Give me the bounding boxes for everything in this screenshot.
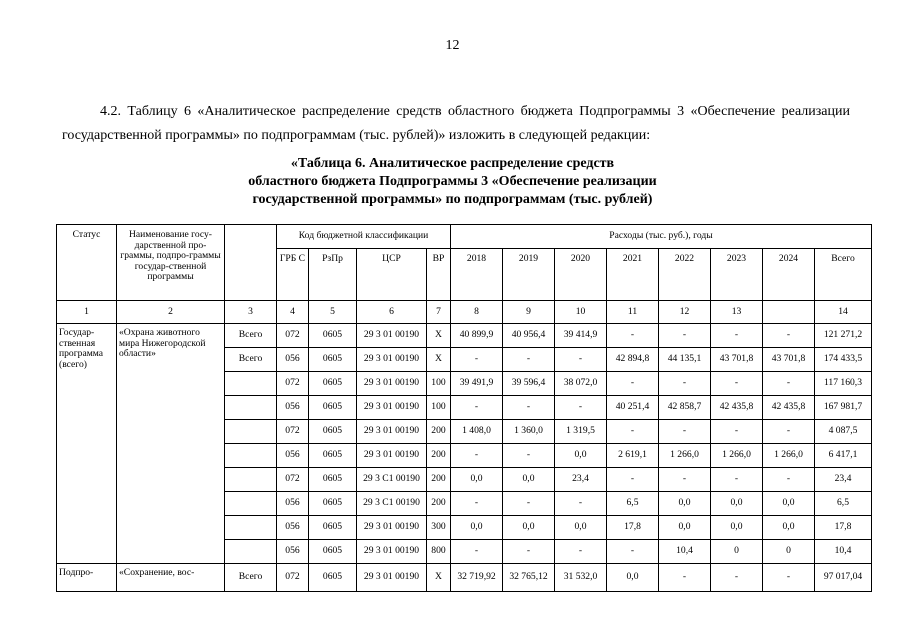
cell-2018: -: [451, 444, 503, 468]
cell-2019: 40 956,4: [503, 324, 555, 348]
column-number: 12: [659, 301, 711, 324]
cell-2023: 42 435,8: [711, 396, 763, 420]
cell-2020: -: [555, 396, 607, 420]
cell-grbs: 056: [277, 540, 309, 564]
table-title-line-2: областного бюджета Подпрограммы 3 «Обеспечение реализации: [248, 174, 657, 189]
cell-2021: -: [607, 372, 659, 396]
cell-2023: 1 266,0: [711, 444, 763, 468]
cell-csr: 29 3 01 00190: [357, 372, 427, 396]
cell-2022: 0,0: [659, 516, 711, 540]
cell-2024: 0,0: [763, 492, 815, 516]
cell-2024: -: [763, 564, 815, 592]
cell-2021: -: [607, 420, 659, 444]
cell-2024: -: [763, 468, 815, 492]
cell-2021: 0,0: [607, 564, 659, 592]
cell-vr: 200: [427, 492, 451, 516]
cell-2023: 43 701,8: [711, 348, 763, 372]
header-grbs: ГРБ С: [277, 249, 309, 301]
cell-2019: -: [503, 396, 555, 420]
table-row-subprogram: [57, 564, 872, 592]
cell-2021: 6,5: [607, 492, 659, 516]
cell-2023: 0,0: [711, 516, 763, 540]
cell-2020: 0,0: [555, 516, 607, 540]
cell-total: 6 417,1: [815, 444, 872, 468]
cell-2024: -: [763, 324, 815, 348]
cell-vr: 200: [427, 468, 451, 492]
column-number: 8: [451, 301, 503, 324]
cell-col3: [225, 540, 277, 564]
cell-csr: 29 3 01 00190: [357, 444, 427, 468]
cell-col3: [225, 444, 277, 468]
cell-2023: 0,0: [711, 492, 763, 516]
cell-2018: 1 408,0: [451, 420, 503, 444]
cell-grbs: 056: [277, 348, 309, 372]
cell-2021: 2 619,1: [607, 444, 659, 468]
column-number: 6: [357, 301, 427, 324]
cell-2022: -: [659, 372, 711, 396]
cell-2019: 1 360,0: [503, 420, 555, 444]
cell-2024: 43 701,8: [763, 348, 815, 372]
column-number: [763, 301, 815, 324]
cell-2022: 42 858,7: [659, 396, 711, 420]
cell-2022: -: [659, 468, 711, 492]
header-2018: 2018: [451, 249, 503, 301]
header-vr: ВР: [427, 249, 451, 301]
cell-total: 121 271,2: [815, 324, 872, 348]
cell-total: 6,5: [815, 492, 872, 516]
cell-2023: -: [711, 324, 763, 348]
table-title: [0, 155, 905, 209]
cell-2019: 32 765,12: [503, 564, 555, 592]
cell-grbs: 056: [277, 516, 309, 540]
column-number: 4: [277, 301, 309, 324]
column-number: 7: [427, 301, 451, 324]
header-2019: 2019: [503, 249, 555, 301]
header-csr: ЦСР: [357, 249, 427, 301]
cell-rzpr: 0605: [309, 540, 357, 564]
cell-2018: 0,0: [451, 516, 503, 540]
cell-vr: X: [427, 564, 451, 592]
header-2020: 2020: [555, 249, 607, 301]
cell-col3: Всего: [225, 324, 277, 348]
cell-csr: 29 3 01 00190: [357, 348, 427, 372]
cell-2019: -: [503, 492, 555, 516]
cell-csr: 29 3 01 00190: [357, 540, 427, 564]
cell-vr: 800: [427, 540, 451, 564]
header-2024: 2024: [763, 249, 815, 301]
cell-col3: [225, 372, 277, 396]
cell-csr: 29 3 C1 00190: [357, 492, 427, 516]
page-number: 12: [445, 38, 460, 53]
cell-col3: [225, 516, 277, 540]
gp-name-cell: «Охрана животного мира Нижегородской области»: [117, 324, 225, 564]
cell-2020: -: [555, 540, 607, 564]
header-2021: 2021: [607, 249, 659, 301]
cell-rzpr: 0605: [309, 468, 357, 492]
cell-2021: -: [607, 540, 659, 564]
cell-col3: [225, 468, 277, 492]
cell-vr: 100: [427, 372, 451, 396]
header-status: Статус: [57, 225, 117, 301]
cell-2018: -: [451, 540, 503, 564]
cell-grbs: 072: [277, 372, 309, 396]
column-number: 10: [555, 301, 607, 324]
column-number: 13: [711, 301, 763, 324]
cell-2019: 0,0: [503, 516, 555, 540]
cell-2018: 32 719,92: [451, 564, 503, 592]
cell-col3: [225, 396, 277, 420]
cell-2021: -: [607, 324, 659, 348]
gp-status-cell: Государ-ственная программа (всего): [57, 324, 117, 564]
header-total: Всего: [815, 249, 872, 301]
cell-grbs: 056: [277, 444, 309, 468]
cell-rzpr: 0605: [309, 492, 357, 516]
cell-2020: 31 532,0: [555, 564, 607, 592]
cell-total: 23,4: [815, 468, 872, 492]
amendment-paragraph: 4.2. Таблицу 6 «Аналитическое распределение средств областного бюджета Подпрограммы 3 «Обеспечение реализации государственной программы» по подпрограммам (тыс. рублей)» изложить в следующей редакции:: [62, 104, 850, 143]
cell-2018: 39 491,9: [451, 372, 503, 396]
cell-2021: 17,8: [607, 516, 659, 540]
cell-2018: -: [451, 396, 503, 420]
column-number: 3: [225, 301, 277, 324]
cell-grbs: 056: [277, 396, 309, 420]
cell-rzpr: 0605: [309, 372, 357, 396]
cell-csr: 29 3 C1 00190: [357, 468, 427, 492]
cell-2020: 0,0: [555, 444, 607, 468]
header-name: Наименование госу-дарственной про-граммы, подпро-граммы государ-ственной программы: [117, 225, 225, 301]
cell-vr: X: [427, 324, 451, 348]
header-2023: 2023: [711, 249, 763, 301]
column-number: 2: [117, 301, 225, 324]
cell-col3: [225, 492, 277, 516]
header-2022: 2022: [659, 249, 711, 301]
column-number: 1: [57, 301, 117, 324]
cell-2021: 42 894,8: [607, 348, 659, 372]
cell-total: 97 017,04: [815, 564, 872, 592]
cell-rzpr: 0605: [309, 420, 357, 444]
budget-table: [56, 224, 872, 592]
cell-csr: 29 3 01 00190: [357, 420, 427, 444]
subprogram-status-cell: Подпро-: [57, 564, 117, 592]
header-rzpr: РзПр: [309, 249, 357, 301]
cell-2022: -: [659, 324, 711, 348]
cell-2024: -: [763, 420, 815, 444]
cell-total: 167 981,7: [815, 396, 872, 420]
cell-2024: 1 266,0: [763, 444, 815, 468]
cell-2024: 0: [763, 540, 815, 564]
cell-vr: X: [427, 348, 451, 372]
cell-2019: -: [503, 348, 555, 372]
cell-csr: 29 3 01 00190: [357, 516, 427, 540]
cell-2019: 0,0: [503, 468, 555, 492]
column-number: 11: [607, 301, 659, 324]
cell-2023: -: [711, 420, 763, 444]
column-number: 5: [309, 301, 357, 324]
cell-2018: -: [451, 348, 503, 372]
cell-2024: 42 435,8: [763, 396, 815, 420]
cell-col3: [225, 420, 277, 444]
cell-2018: 0,0: [451, 468, 503, 492]
cell-rzpr: 0605: [309, 396, 357, 420]
header-code-group: Код бюджетной классификации: [277, 225, 451, 249]
table-row: [57, 324, 872, 348]
cell-col3: Всего: [225, 348, 277, 372]
cell-2023: -: [711, 468, 763, 492]
cell-rzpr: 0605: [309, 564, 357, 592]
cell-2024: 0,0: [763, 516, 815, 540]
cell-2022: 44 135,1: [659, 348, 711, 372]
cell-2022: 1 266,0: [659, 444, 711, 468]
column-number: 14: [815, 301, 872, 324]
cell-csr: 29 3 01 00190: [357, 396, 427, 420]
cell-2022: -: [659, 420, 711, 444]
cell-vr: 200: [427, 444, 451, 468]
cell-2023: 0: [711, 540, 763, 564]
cell-grbs: 072: [277, 468, 309, 492]
cell-2019: -: [503, 444, 555, 468]
cell-col3: Всего: [225, 564, 277, 592]
table-title-line-1: «Таблица 6. Аналитическое распределение средств: [290, 156, 615, 171]
cell-grbs: 072: [277, 324, 309, 348]
cell-rzpr: 0605: [309, 348, 357, 372]
cell-2018: 40 899,9: [451, 324, 503, 348]
header-empty-col3: [225, 225, 277, 301]
cell-rzpr: 0605: [309, 444, 357, 468]
cell-grbs: 072: [277, 420, 309, 444]
cell-2020: 23,4: [555, 468, 607, 492]
column-numbers-row: [57, 301, 872, 324]
cell-vr: 200: [427, 420, 451, 444]
table-title-line-3: государственной программы» по подпрограммам (тыс. рублей): [252, 192, 653, 207]
cell-grbs: 072: [277, 564, 309, 592]
cell-2019: 39 596,4: [503, 372, 555, 396]
cell-2022: -: [659, 564, 711, 592]
cell-vr: 300: [427, 516, 451, 540]
cell-csr: 29 3 01 00190: [357, 324, 427, 348]
cell-2020: 1 319,5: [555, 420, 607, 444]
cell-2020: 39 414,9: [555, 324, 607, 348]
column-number: 9: [503, 301, 555, 324]
header-expenses-group: Расходы (тыс. руб.), годы: [451, 225, 872, 249]
cell-2020: 38 072,0: [555, 372, 607, 396]
cell-rzpr: 0605: [309, 324, 357, 348]
cell-total: 4 087,5: [815, 420, 872, 444]
cell-rzpr: 0605: [309, 516, 357, 540]
cell-total: 174 433,5: [815, 348, 872, 372]
cell-vr: 100: [427, 396, 451, 420]
cell-2020: -: [555, 348, 607, 372]
cell-2022: 0,0: [659, 492, 711, 516]
cell-2018: -: [451, 492, 503, 516]
cell-2024: -: [763, 372, 815, 396]
cell-total: 17,8: [815, 516, 872, 540]
cell-grbs: 056: [277, 492, 309, 516]
cell-2023: -: [711, 564, 763, 592]
cell-2021: 40 251,4: [607, 396, 659, 420]
cell-total: 117 160,3: [815, 372, 872, 396]
cell-2022: 10,4: [659, 540, 711, 564]
subprogram-name-cell: «Сохранение, вос-: [117, 564, 225, 592]
cell-total: 10,4: [815, 540, 872, 564]
cell-2020: -: [555, 492, 607, 516]
cell-2021: -: [607, 468, 659, 492]
header-row-1: [57, 225, 872, 249]
cell-2019: -: [503, 540, 555, 564]
cell-csr: 29 3 01 00190: [357, 564, 427, 592]
cell-2023: -: [711, 372, 763, 396]
